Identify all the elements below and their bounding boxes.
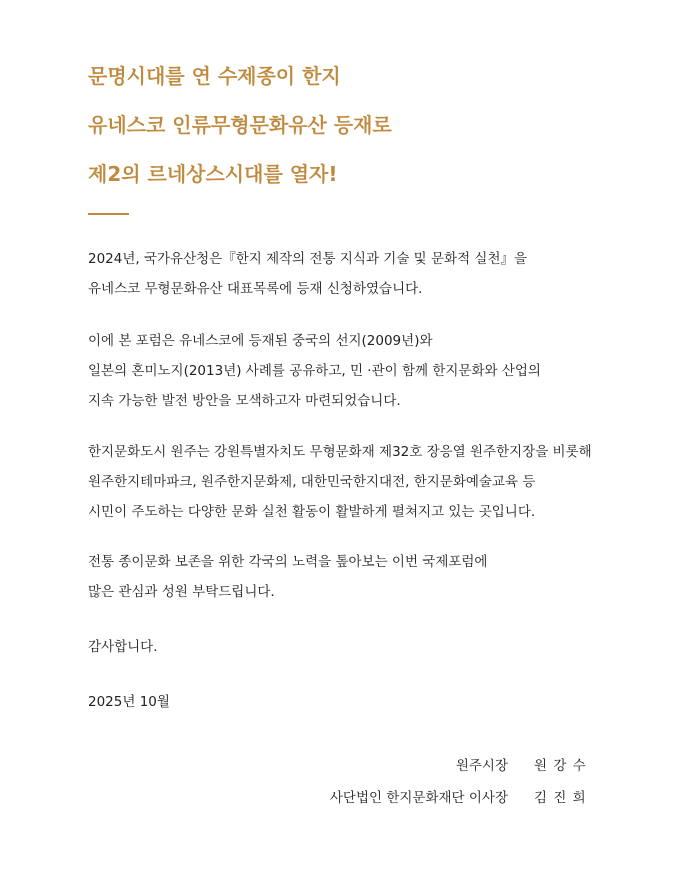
signature-title: 사단법인 한지문화재단 이사장 [329, 790, 508, 806]
paragraph-line: 지속 가능한 발전 방안을 모색하고자 마련되었습니다. [88, 393, 401, 409]
headline-line-3: 제2의 르네상스시대를 열자! [88, 162, 338, 186]
paragraph-forum-purpose [88, 326, 541, 416]
headline [88, 64, 392, 211]
paragraph-line: 한지문화도시 원주는 강원특별자치도 무형문화재 제32호 장응열 원주한지장을 비롯해 [88, 444, 592, 460]
paragraph-line: 2025년 10월 [88, 694, 170, 710]
signature-name: 원 강 수 [534, 758, 587, 774]
paragraph-line: 2024년, 국가유산청은『한지 제작의 전통 지식과 기술 및 문화적 실천』을 [88, 251, 528, 267]
paragraph-nomination [88, 244, 527, 304]
paragraph-line: 많은 관심과 성원 부탁드립니다. [88, 584, 275, 600]
paragraph-line: 유네스코 무형문화유산 대표목록에 등재 신청하였습니다. [88, 281, 423, 297]
paragraph-line: 시민이 주도하는 다양한 문화 실천 활동이 활발하게 펼쳐지고 있는 곳입니다. [88, 504, 536, 520]
paragraph-line: 일본의 혼미노지(2013년) 사례를 공유하고, 민 ·관이 함께 한지문화와 산업의 [88, 363, 541, 379]
headline-line-1: 문명시대를 연 수제종이 한지 [88, 64, 341, 88]
signature-foundation-chair [329, 788, 587, 808]
paragraph-line: 전통 종이문화 보존을 위한 각국의 노력을 톺아보는 이번 국제포럼에 [88, 554, 488, 570]
signature-name: 김 진 희 [534, 790, 587, 806]
paragraph-line: 원주한지테마파크, 원주한지문화제, 대한민국한지대전, 한지문화예술교육 등 [88, 474, 536, 490]
signature-mayor [455, 756, 587, 776]
paragraph-invitation [88, 547, 487, 607]
letter-date [88, 687, 170, 717]
accent-divider [88, 213, 129, 215]
paragraph-line: 이에 본 포럼은 유네스코에 등재된 중국의 선지(2009년)와 [88, 333, 433, 349]
closing-thanks [88, 632, 158, 662]
signature-title: 원주시장 [455, 758, 508, 774]
headline-line-2: 유네스코 인류무형문화유산 등재로 [88, 113, 392, 137]
paragraph-line: 감사합니다. [88, 639, 158, 655]
paragraph-wonju [88, 437, 592, 527]
